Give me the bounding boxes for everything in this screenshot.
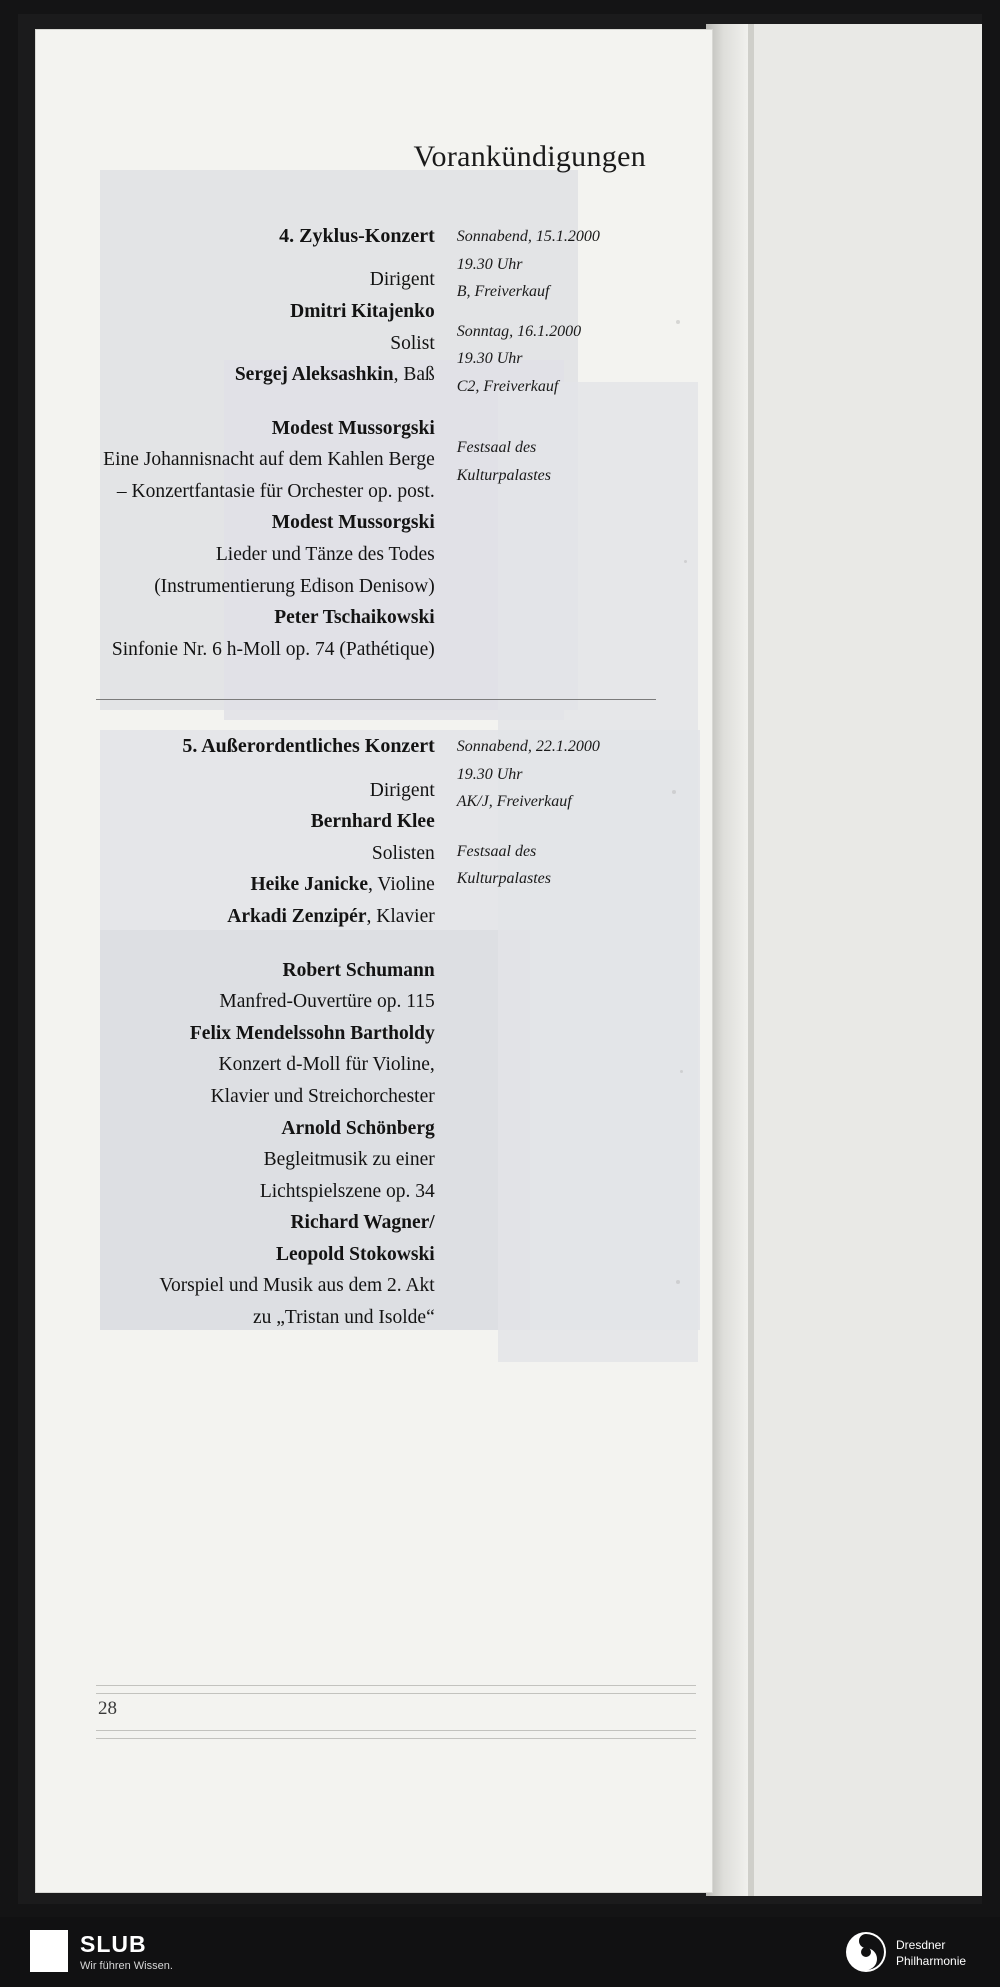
work-title: Konzert d-Moll für Violine, [218,1054,435,1076]
dresdner-philharmonie-logo-icon [845,1931,887,1973]
composer-name: Peter Tschaikowski [274,607,435,629]
scan-speck [680,1070,683,1073]
soloist-name: Heike Janicke, Violine [250,874,435,896]
footer-rule [96,1685,696,1686]
scan-speck [676,320,680,324]
role-label: Dirigent [369,269,435,291]
concert-details-right [457,220,656,489]
venue-line: Kulturpalastes [456,870,551,888]
performance-date: Sonnabend, 22.1.2000 [456,738,600,756]
section-divider [96,699,656,700]
work-title: (Instrumentierung Edison Denisow) [154,575,435,597]
ticket-category: AK/J, Freiverkauf [456,793,572,811]
concert-details-left [96,220,435,665]
composer-name: Arnold Schönberg [281,1117,435,1139]
concert-title: 4. Zyklus-Konzert [279,225,435,247]
scan-speck [684,560,687,563]
slub-name: SLUB [80,1931,147,1957]
conductor-name: Dmitri Kitajenko [290,300,435,322]
work-title: Lieder und Tänze des Todes [215,544,435,566]
orchestra-branding [896,1937,966,1969]
work-title: Eine Johannisnacht auf dem Kahlen Berge [103,449,435,471]
soloist-name: Arkadi Zenzipér, Klavier [227,906,435,928]
work-title: Klavier und Streichorchester [210,1085,435,1107]
composer-name: Felix Mendelssohn Bartholdy [189,1022,435,1044]
performance-time: 19.30 Uhr [456,350,523,368]
ticket-category: B, Freiverkauf [456,283,550,301]
performance-time: 19.30 Uhr [456,765,523,783]
concert-details-left [96,730,435,1333]
slub-tagline: Wir führen Wissen. [80,1960,173,1972]
orchestra-line-2: Philharmonie [896,1954,967,1969]
scanned-page [36,30,712,1892]
venue-line: Festsaal des [456,439,537,457]
work-title: zu „Tristan und Isolde“ [252,1306,435,1328]
composer-name: Robert Schumann [282,959,435,981]
work-title: Vorspiel und Musik aus dem 2. Akt [159,1275,435,1297]
composer-name: Leopold Stokowski [275,1243,435,1265]
work-title: Begleitmusik zu einer [263,1149,435,1171]
work-title: Lichtspielszene op. 34 [259,1180,435,1202]
gutter-shadow [706,24,750,1896]
work-title: Manfred-Ouvertüre op. 115 [219,991,435,1013]
slub-branding [80,1931,173,1972]
performance-time: 19.30 Uhr [456,255,523,273]
orchestra-line-1: Dresdner [896,1938,946,1952]
concert-title: 5. Außerordentliches Konzert [182,735,435,758]
work-title: Sinfonie Nr. 6 h-Moll op. 74 (Pathétique) [111,638,435,660]
gutter-edge [748,24,754,1896]
page-title: Vorankündigungen [413,140,646,173]
footer-rule [96,1693,696,1694]
conductor-name: Bernhard Klee [310,811,435,833]
performance-date: Sonnabend, 15.1.2000 [456,228,600,245]
footer-rule [96,1730,696,1731]
concert-entry [96,220,656,665]
scan-speck [676,1280,680,1284]
role-label: Solisten [371,842,435,864]
role-label: Solist [390,332,435,354]
viewer-footer-bar [0,1917,1000,1987]
slub-logo-icon [30,1930,68,1972]
page-number: 28 [98,1698,117,1719]
venue-line: Kulturpalastes [456,466,551,484]
work-title: – Konzertfantasie für Orchester op. post. [116,480,435,502]
venue-line: Festsaal des [456,842,537,860]
ticket-category: C2, Freiverkauf [456,377,559,395]
concert-details-right [457,730,656,893]
role-label: Dirigent [369,779,435,801]
composer-name: Modest Mussorgski [271,417,435,439]
composer-name: Modest Mussorgski [271,512,435,534]
page-content [96,140,656,1334]
scan-speck [672,790,676,794]
performance-date: Sonntag, 16.1.2000 [456,322,582,340]
composer-name: Richard Wagner/ [290,1212,435,1234]
footer-rule [96,1738,696,1739]
concert-entry [96,730,656,1333]
soloist-name: Sergej Aleksashkin, Baß [234,364,435,386]
